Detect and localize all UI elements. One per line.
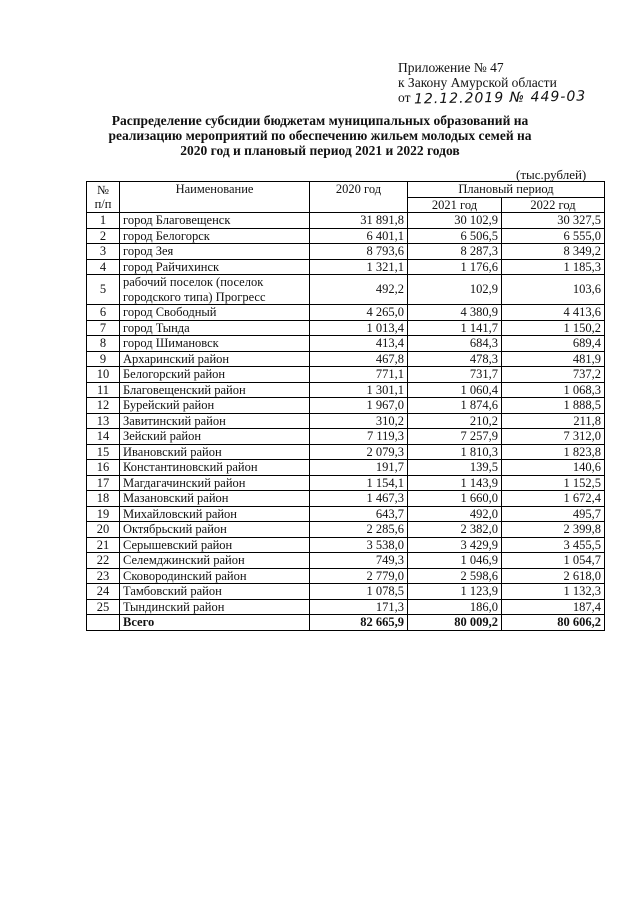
- row-name: Серышевский район: [120, 537, 310, 553]
- table-row: [87, 584, 605, 600]
- row-value-2021: 1 046,9: [408, 553, 502, 569]
- row-value-2022: 103,6: [502, 275, 605, 305]
- row-value-2022: 7 312,0: [502, 429, 605, 445]
- row-value-2020: 2 779,0: [310, 568, 408, 584]
- table-row: [87, 491, 605, 507]
- total-value-2020: 82 665,9: [310, 615, 408, 631]
- row-value-2022: 187,4: [502, 599, 605, 615]
- row-value-2020: 749,3: [310, 553, 408, 569]
- row-value-2020: 492,2: [310, 275, 408, 305]
- row-value-2022: 1 068,3: [502, 382, 605, 398]
- row-value-2022: 140,6: [502, 460, 605, 476]
- row-value-2022: 1 888,5: [502, 398, 605, 414]
- header-2020: 2020 год: [310, 182, 408, 213]
- row-number: 10: [87, 367, 120, 383]
- document-title: [100, 113, 540, 158]
- total-value-2021: 80 009,2: [408, 615, 502, 631]
- row-number: 15: [87, 444, 120, 460]
- row-number: 16: [87, 460, 120, 476]
- row-value-2020: 643,7: [310, 506, 408, 522]
- table-row: [87, 537, 605, 553]
- row-name: город Тында: [120, 320, 310, 336]
- header-num-top: №: [97, 182, 109, 197]
- row-value-2020: 310,2: [310, 413, 408, 429]
- row-value-2021: 478,3: [408, 351, 502, 367]
- row-value-2021: 6 506,5: [408, 228, 502, 244]
- row-name: город Свободный: [120, 305, 310, 321]
- row-value-2022: 1 185,3: [502, 259, 605, 275]
- row-value-2021: 2 382,0: [408, 522, 502, 538]
- row-number: 13: [87, 413, 120, 429]
- table-row: [87, 460, 605, 476]
- row-value-2020: 1 467,3: [310, 491, 408, 507]
- row-number: 5: [87, 275, 120, 305]
- row-value-2021: 3 429,9: [408, 537, 502, 553]
- title-line-3: 2020 год и плановый период 2021 и 2022 годов: [180, 143, 460, 158]
- row-value-2022: 1 150,2: [502, 320, 605, 336]
- header-2021: 2021 год: [408, 197, 502, 213]
- row-value-2021: 186,0: [408, 599, 502, 615]
- row-number: 6: [87, 305, 120, 321]
- row-value-2022: 8 349,2: [502, 244, 605, 260]
- row-value-2021: 1 660,0: [408, 491, 502, 507]
- row-value-2022: 211,8: [502, 413, 605, 429]
- row-value-2021: 1 176,6: [408, 259, 502, 275]
- row-value-2022: 1 672,4: [502, 491, 605, 507]
- row-name: Магдагачинский район: [120, 475, 310, 491]
- row-value-2021: 731,7: [408, 367, 502, 383]
- row-value-2021: 7 257,9: [408, 429, 502, 445]
- row-name: Зейский район: [120, 429, 310, 445]
- annex-law: к Закону Амурской области: [398, 75, 557, 90]
- row-number: 21: [87, 537, 120, 553]
- annex-date-line: [398, 90, 586, 106]
- table-row: [87, 351, 605, 367]
- row-name: Ивановский район: [120, 444, 310, 460]
- row-value-2020: 1 154,1: [310, 475, 408, 491]
- row-value-2022: 689,4: [502, 336, 605, 352]
- row-value-2020: 1 321,1: [310, 259, 408, 275]
- row-number: 25: [87, 599, 120, 615]
- row-value-2020: 191,7: [310, 460, 408, 476]
- row-value-2022: 737,2: [502, 367, 605, 383]
- table-row: [87, 413, 605, 429]
- row-value-2020: 6 401,1: [310, 228, 408, 244]
- row-name: Октябрьский район: [120, 522, 310, 538]
- annex-number: Приложение № 47: [398, 60, 504, 75]
- table-row: [87, 244, 605, 260]
- row-value-2020: 4 265,0: [310, 305, 408, 321]
- row-value-2021: 1 874,6: [408, 398, 502, 414]
- row-number: 20: [87, 522, 120, 538]
- table-row: [87, 506, 605, 522]
- subsidy-table: [86, 181, 605, 631]
- table-row: [87, 444, 605, 460]
- row-value-2020: 1 013,4: [310, 320, 408, 336]
- row-name: Мазановский район: [120, 491, 310, 507]
- row-value-2021: 102,9: [408, 275, 502, 305]
- row-name: Белогорский район: [120, 367, 310, 383]
- row-name: город Благовещенск: [120, 213, 310, 229]
- total-row: [87, 615, 605, 631]
- table-row: [87, 320, 605, 336]
- header-name: Наименование: [120, 182, 310, 213]
- row-name: Тамбовский район: [120, 584, 310, 600]
- row-number: 24: [87, 584, 120, 600]
- table-row: [87, 213, 605, 229]
- row-name: Сковородинский район: [120, 568, 310, 584]
- table-row: [87, 275, 605, 305]
- row-value-2021: 492,0: [408, 506, 502, 522]
- row-value-2020: 2 285,6: [310, 522, 408, 538]
- row-name: Михайловский район: [120, 506, 310, 522]
- row-name: Благовещенский район: [120, 382, 310, 398]
- row-name: Селемджинский район: [120, 553, 310, 569]
- unit-label: (тыс.рублей): [516, 167, 587, 182]
- row-value-2020: 413,4: [310, 336, 408, 352]
- row-value-2020: 8 793,6: [310, 244, 408, 260]
- header-num-bottom: п/п: [94, 197, 112, 211]
- row-name: рабочий поселок (поселок городского типа) Прогресс: [120, 275, 310, 305]
- row-value-2020: 1 301,1: [310, 382, 408, 398]
- header-planned-period: Плановый период: [408, 182, 605, 198]
- header-num: [87, 182, 120, 213]
- row-value-2022: 2 618,0: [502, 568, 605, 584]
- row-value-2021: 1 060,4: [408, 382, 502, 398]
- row-number: 2: [87, 228, 120, 244]
- table-row: [87, 568, 605, 584]
- table-row: [87, 259, 605, 275]
- row-value-2021: 4 380,9: [408, 305, 502, 321]
- row-value-2020: 3 538,0: [310, 537, 408, 553]
- row-name: Константиновский район: [120, 460, 310, 476]
- row-value-2022: 30 327,5: [502, 213, 605, 229]
- header-row-1: [87, 182, 605, 198]
- row-value-2022: 1 132,3: [502, 584, 605, 600]
- row-value-2020: 2 079,3: [310, 444, 408, 460]
- row-number: 22: [87, 553, 120, 569]
- row-number: 8: [87, 336, 120, 352]
- row-name: Завитинский район: [120, 413, 310, 429]
- table-row: [87, 305, 605, 321]
- row-value-2022: 481,9: [502, 351, 605, 367]
- table-row: [87, 336, 605, 352]
- table-row: [87, 553, 605, 569]
- header-2022: 2022 год: [502, 197, 605, 213]
- row-name: город Зея: [120, 244, 310, 260]
- row-name: Тындинский район: [120, 599, 310, 615]
- row-value-2020: 31 891,8: [310, 213, 408, 229]
- row-number: 4: [87, 259, 120, 275]
- table-row: [87, 475, 605, 491]
- row-value-2022: 495,7: [502, 506, 605, 522]
- total-value-2022: 80 606,2: [502, 615, 605, 631]
- row-number: 1: [87, 213, 120, 229]
- table-body: [87, 213, 605, 631]
- annex-date-prefix: от: [398, 90, 411, 105]
- row-number: 14: [87, 429, 120, 445]
- title-line-2: реализацию мероприятий по обеспечению жильем молодых семей на: [108, 128, 532, 143]
- row-name: город Шимановск: [120, 336, 310, 352]
- row-number: 17: [87, 475, 120, 491]
- row-value-2020: 1 967,0: [310, 398, 408, 414]
- row-value-2021: 1 143,9: [408, 475, 502, 491]
- row-number: 9: [87, 351, 120, 367]
- total-name: Всего: [120, 615, 310, 631]
- row-name: Бурейский район: [120, 398, 310, 414]
- row-value-2020: 1 078,5: [310, 584, 408, 600]
- row-value-2021: 684,3: [408, 336, 502, 352]
- table-row: [87, 367, 605, 383]
- row-value-2020: 467,8: [310, 351, 408, 367]
- row-value-2020: 771,1: [310, 367, 408, 383]
- annex-header: [398, 60, 586, 106]
- table-row: [87, 599, 605, 615]
- row-value-2022: 4 413,6: [502, 305, 605, 321]
- row-value-2021: 210,2: [408, 413, 502, 429]
- row-number: 12: [87, 398, 120, 414]
- total-number-cell: [87, 615, 120, 631]
- row-value-2022: 6 555,0: [502, 228, 605, 244]
- row-value-2022: 1 152,5: [502, 475, 605, 491]
- table-row: [87, 382, 605, 398]
- row-value-2021: 139,5: [408, 460, 502, 476]
- row-value-2020: 171,3: [310, 599, 408, 615]
- row-value-2021: 30 102,9: [408, 213, 502, 229]
- table-row: [87, 522, 605, 538]
- table-row: [87, 228, 605, 244]
- row-value-2022: 3 455,5: [502, 537, 605, 553]
- row-value-2021: 1 123,9: [408, 584, 502, 600]
- row-value-2021: 1 141,7: [408, 320, 502, 336]
- row-value-2020: 7 119,3: [310, 429, 408, 445]
- row-number: 3: [87, 244, 120, 260]
- row-value-2021: 1 810,3: [408, 444, 502, 460]
- row-value-2022: 1 823,8: [502, 444, 605, 460]
- row-value-2021: 2 598,6: [408, 568, 502, 584]
- table-row: [87, 429, 605, 445]
- row-value-2022: 1 054,7: [502, 553, 605, 569]
- title-line-1: Распределение субсидии бюджетам муниципальных образований на: [111, 113, 529, 128]
- row-number: 7: [87, 320, 120, 336]
- row-number: 11: [87, 382, 120, 398]
- row-number: 19: [87, 506, 120, 522]
- row-name: Архаринский район: [120, 351, 310, 367]
- row-value-2022: 2 399,8: [502, 522, 605, 538]
- row-name: город Райчихинск: [120, 259, 310, 275]
- table-row: [87, 398, 605, 414]
- annex-handwritten-date: 12.12.2019 № 449-03: [413, 88, 587, 108]
- row-number: 23: [87, 568, 120, 584]
- row-name: город Белогорск: [120, 228, 310, 244]
- row-number: 18: [87, 491, 120, 507]
- row-value-2021: 8 287,3: [408, 244, 502, 260]
